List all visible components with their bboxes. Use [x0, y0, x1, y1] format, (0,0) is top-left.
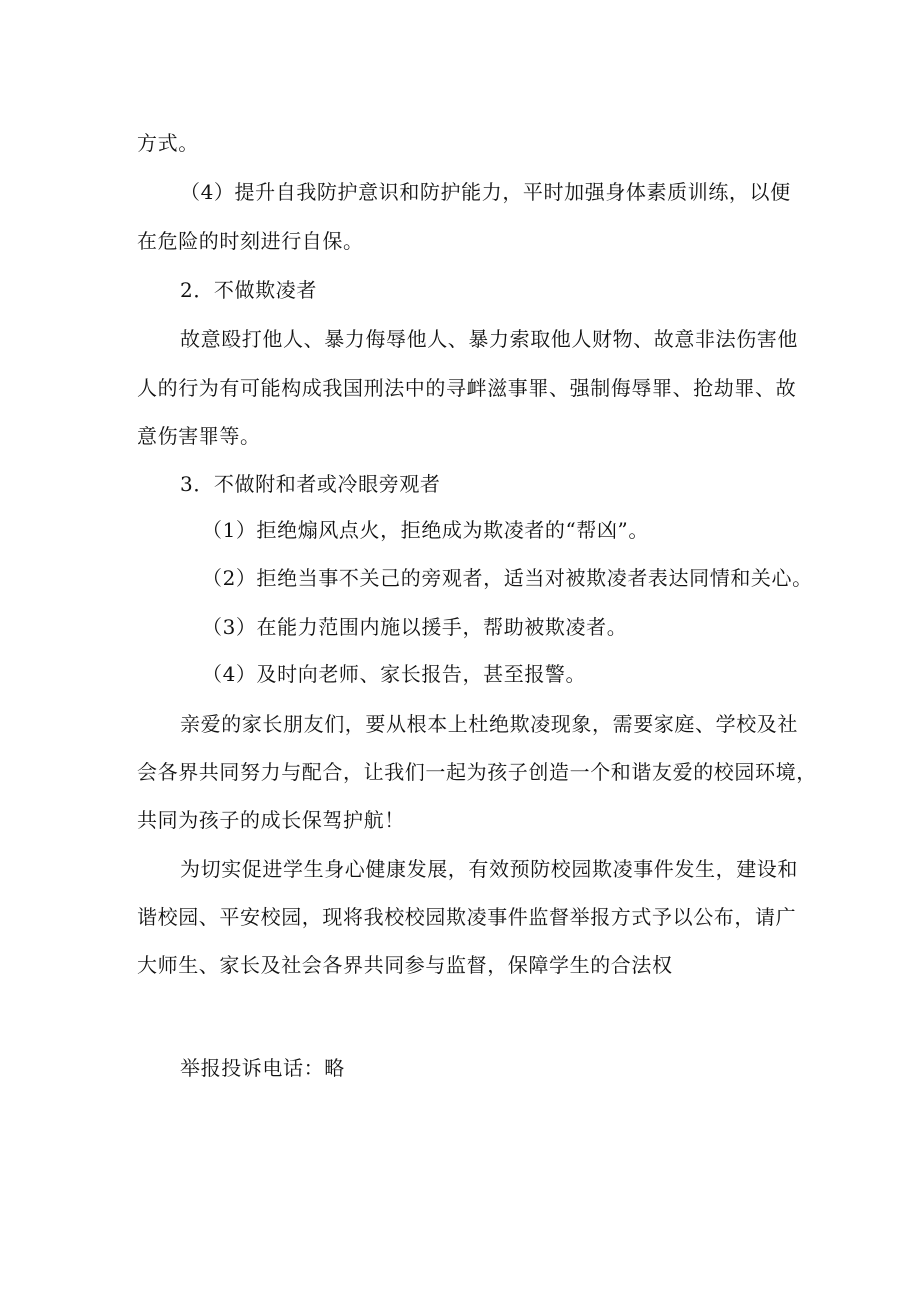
text-line: 谐校园、平安校园，现将我校校园欺凌事件监督举报方式予以公布，请广: [137, 905, 797, 929]
text-line: 共同为孩子的成长保驾护航！: [137, 808, 405, 832]
list-item: （4）及时向老师、家长报告，甚至报警。: [202, 662, 587, 686]
list-item: （1）拒绝煽风点火，拒绝成为欺凌者的“帮凶”。: [202, 518, 649, 542]
section-heading: 2．不做欺凌者: [180, 278, 317, 302]
text-line: 亲爱的家长朋友们，要从根本上杜绝欺凌现象，需要家庭、学校及社: [180, 712, 798, 736]
section-heading: 3．不做附和者或冷眼旁观者: [180, 472, 441, 496]
text-line: 会各界共同努力与配合，让我们一起为孩子创造一个和谐友爱的校园环境，: [137, 760, 817, 784]
report-phone-line: 举报投诉电话：略: [180, 1056, 345, 1080]
text-line: 人的行为有可能构成我国刑法中的寻衅滋事罪、强制侮辱罪、抢劫罪、故: [137, 376, 797, 400]
list-item: （3）在能力范围内施以援手，帮助被欺凌者。: [202, 615, 628, 639]
text-line: 为切实促进学生身心健康发展，有效预防校园欺凌事件发生，建设和: [180, 857, 798, 881]
text-line: 故意殴打他人、暴力侮辱他人、暴力索取他人财物、故意非法伤害他: [180, 327, 798, 351]
text-line: 意伤害罪等。: [137, 424, 261, 448]
text-line: （4）提升自我防护意识和防护能力，平时加强身体素质训练，以便: [180, 180, 791, 204]
list-item: （2）拒绝当事不关己的旁观者，适当对被欺凌者表达同情和关心。: [202, 566, 813, 590]
text-line: 方式。: [137, 131, 199, 155]
text-line: 大师生、家长及社会各界共同参与监督，保障学生的合法权: [137, 953, 673, 977]
text-line: 在危险的时刻进行自保。: [137, 229, 364, 253]
